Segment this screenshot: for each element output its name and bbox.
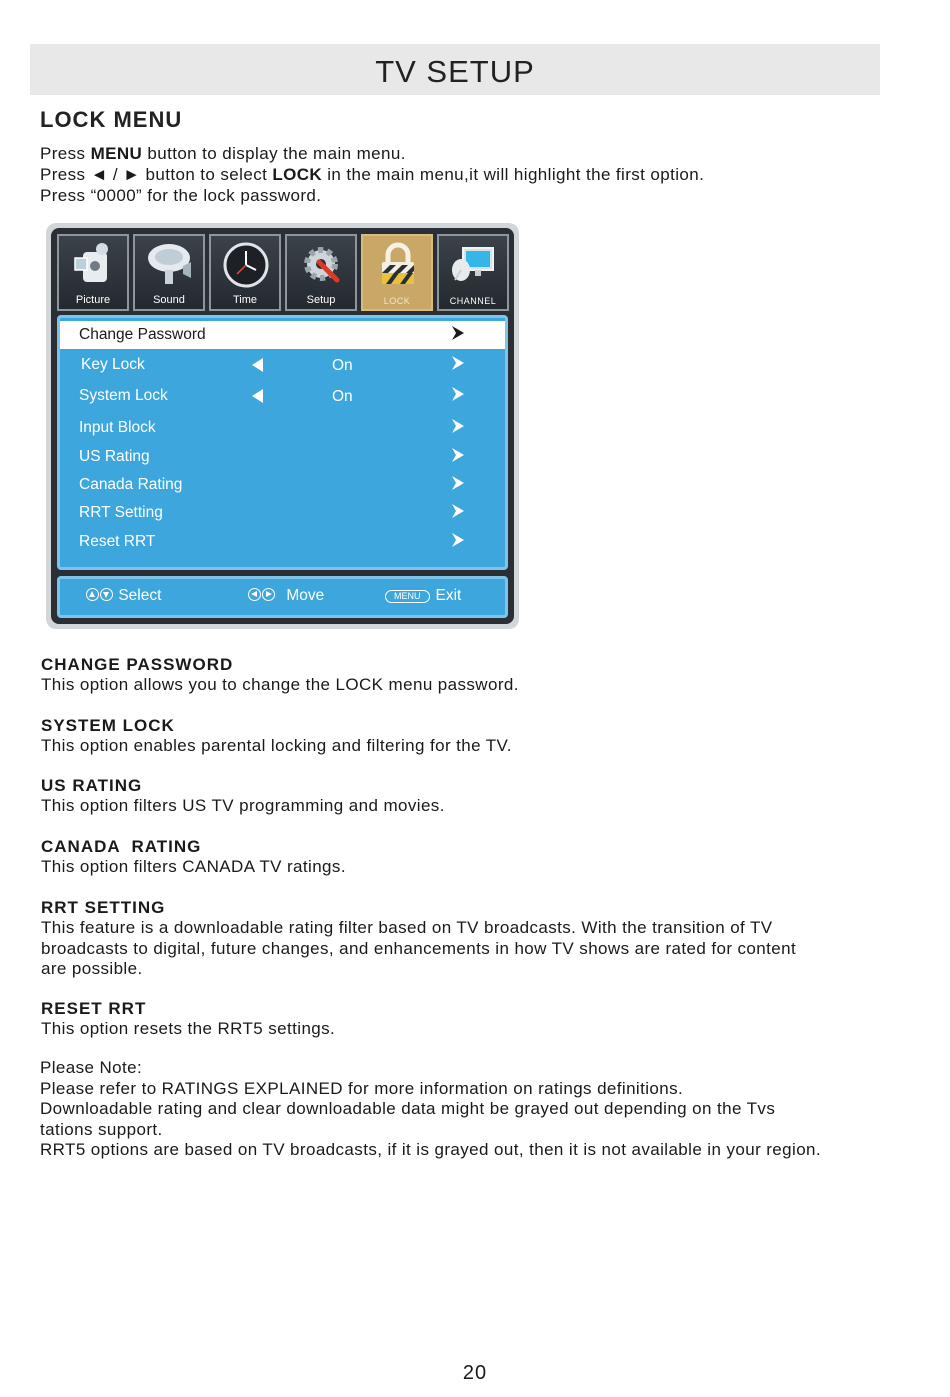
hint-move: Move xyxy=(248,587,324,605)
padlock-icon xyxy=(373,240,423,290)
clock-icon xyxy=(221,240,271,290)
desc-heading: RRT SETTING xyxy=(41,898,166,917)
intro-line-1: Press MENU button to display the main menu. xyxy=(40,144,406,163)
hint-exit: MENU Exit xyxy=(385,587,461,605)
tab-channel[interactable]: CHANNEL xyxy=(437,234,509,311)
right-arrow-icon[interactable] xyxy=(452,387,464,401)
desc-heading: SYSTEM LOCK xyxy=(41,716,175,735)
tab-setup[interactable]: Setup xyxy=(285,234,357,311)
tv-menu-body xyxy=(51,228,514,624)
note-line: tations support. xyxy=(40,1119,163,1139)
desc-text: This option allows you to change the LOCK menu password. xyxy=(41,675,519,694)
intro-line-2: Press ◄ / ► button to select LOCK in the main menu,it will highlight the first option. xyxy=(40,165,705,184)
right-arrow-icon xyxy=(452,504,464,518)
left-arrow-icon[interactable] xyxy=(252,358,263,372)
left-button-icon xyxy=(248,588,261,601)
intro-text xyxy=(40,143,704,206)
down-button-icon xyxy=(100,588,113,601)
menu-item-us-rating[interactable]: US Rating xyxy=(60,443,505,471)
please-note xyxy=(40,1058,920,1161)
right-arrow-icon xyxy=(452,476,464,490)
satellite-monitor-icon xyxy=(449,240,503,290)
menu-hint-bar xyxy=(57,576,508,618)
menu-item-input-block[interactable]: Input Block xyxy=(60,414,505,442)
desc-heading: RESET RRT xyxy=(41,999,147,1018)
header-band xyxy=(30,44,880,95)
right-arrow-icon xyxy=(452,326,464,340)
desc-text: This option filters US TV programming and movies. xyxy=(41,796,445,815)
up-button-icon xyxy=(86,588,99,601)
tab-time[interactable]: Time xyxy=(209,234,281,311)
menu-key-icon: MENU xyxy=(385,590,430,603)
desc-rrt-setting xyxy=(41,898,796,980)
note-line: Please Note: xyxy=(40,1058,143,1077)
desc-text: This option filters CANADA TV ratings. xyxy=(41,857,346,876)
menu-item-reset-rrt[interactable]: Reset RRT xyxy=(60,528,505,556)
page-title: TV SETUP xyxy=(375,54,535,89)
right-arrow-icon xyxy=(452,448,464,462)
tab-picture[interactable]: Picture xyxy=(57,234,129,311)
desc-text: broadcasts to digital, future changes, and enhancements in how TV shows are rated for content xyxy=(41,938,797,958)
menu-item-change-password[interactable]: Change Password xyxy=(60,321,505,349)
hint-select: Select xyxy=(86,587,161,605)
note-line: RRT5 options are based on TV broadcasts, if it is grayed out, then it is not available in your region. xyxy=(40,1140,822,1159)
desc-heading: US RATING xyxy=(41,776,143,795)
desc-system-lock xyxy=(41,716,512,757)
menu-item-canada-rating[interactable]: Canada Rating xyxy=(60,471,505,499)
desc-heading: CHANGE PASSWORD xyxy=(41,655,234,674)
speaker-icon xyxy=(145,240,197,290)
right-arrow-icon xyxy=(452,533,464,547)
section-title: LOCK MENU xyxy=(40,107,183,132)
desc-text: are possible. xyxy=(41,959,143,978)
right-button-icon xyxy=(262,588,275,601)
desc-canada-rating xyxy=(41,837,346,878)
tv-menu-screenshot xyxy=(46,223,519,629)
intro-line-3: Press “0000” for the lock password. xyxy=(40,186,322,205)
left-arrow-icon[interactable] xyxy=(252,389,263,403)
right-arrow-icon[interactable] xyxy=(452,356,464,370)
desc-us-rating xyxy=(41,776,445,817)
camcorder-icon xyxy=(69,240,119,290)
desc-text: This feature is a downloadable rating filter based on TV broadcasts. With the transition of TV xyxy=(41,918,773,937)
desc-reset-rrt xyxy=(41,999,335,1040)
menu-item-key-lock[interactable]: Key Lock On xyxy=(60,351,505,379)
tab-lock[interactable]: LOCK xyxy=(361,234,433,311)
gear-tools-icon xyxy=(297,240,347,290)
menu-item-rrt-setting[interactable]: RRT Setting xyxy=(60,499,505,527)
menu-item-system-lock[interactable]: System Lock On xyxy=(60,382,505,410)
right-arrow-icon xyxy=(452,419,464,433)
lock-menu-list xyxy=(57,315,508,570)
desc-text: This option enables parental locking and filtering for the TV. xyxy=(41,736,512,755)
note-line: Please refer to RATINGS EXPLAINED for more information on ratings definitions. xyxy=(40,1078,684,1098)
tab-sound[interactable]: Sound xyxy=(133,234,205,311)
desc-change-password xyxy=(41,655,519,696)
page-number: 20 xyxy=(462,1362,488,1384)
desc-heading: CANADA RATING xyxy=(41,837,202,856)
note-line: Downloadable rating and clear downloadable data might be grayed out depending on the Tvs xyxy=(40,1099,776,1118)
desc-text: This option resets the RRT5 settings. xyxy=(41,1019,336,1038)
